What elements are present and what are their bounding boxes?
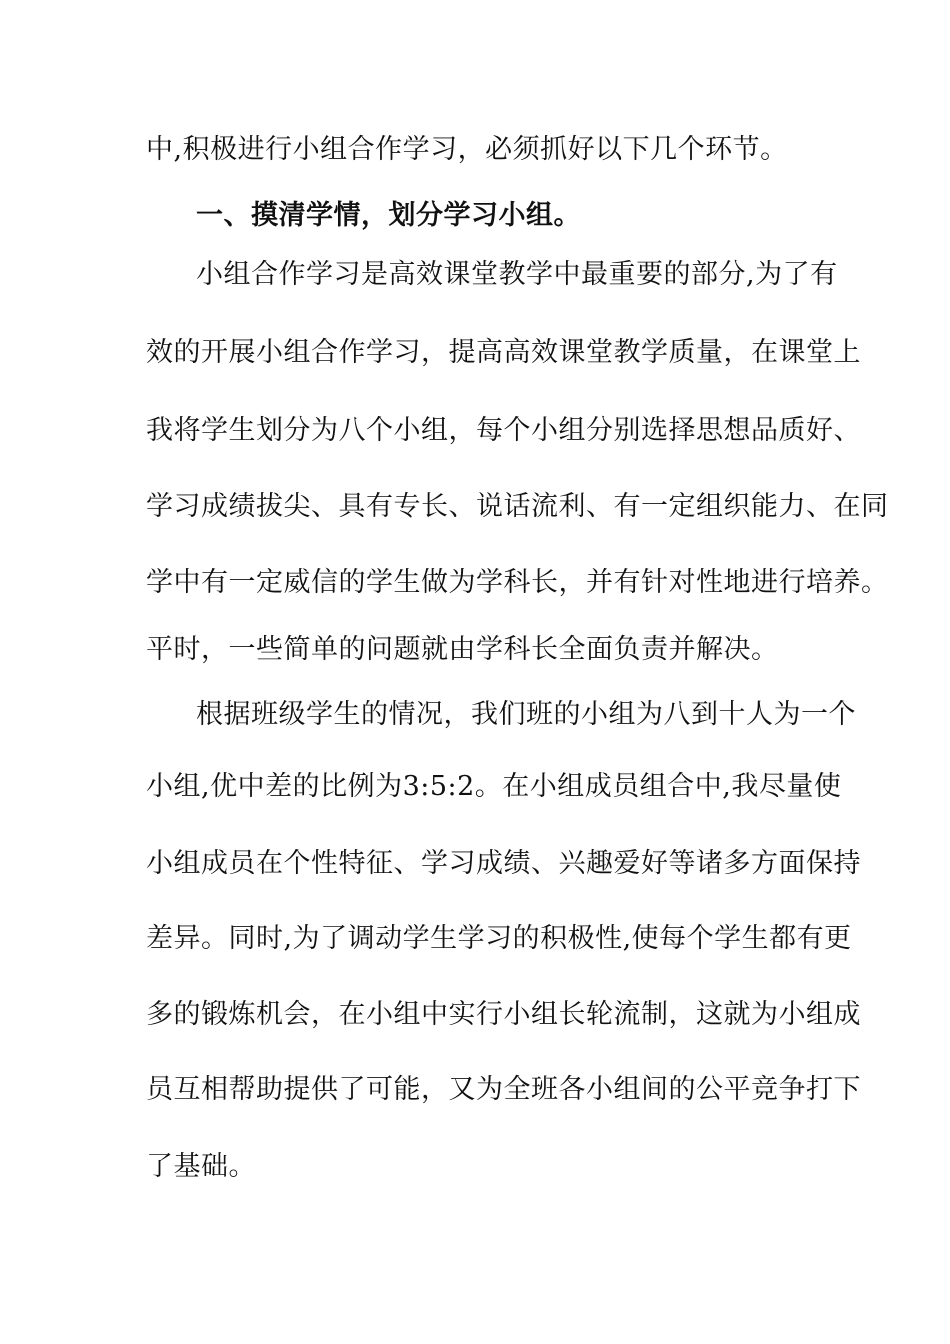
paragraph-line: 学中有一定威信的学生做为学科长，并有针对性地进行培养。 xyxy=(146,567,889,598)
paragraph-line: 学习成绩拔尖、具有专长、说话流利、有一定组织能力、在同 xyxy=(146,491,889,522)
paragraph-line: 小组合作学习是高效课堂教学中最重要的部分,为了有 xyxy=(196,259,838,290)
paragraph-line: 多的锻炼机会，在小组中实行小组长轮流制，这就为小组成 xyxy=(146,999,861,1030)
paragraph-line: 差异。同时,为了调动学生学习的积极性,使每个学生都有更 xyxy=(146,923,852,954)
paragraph-line: 小组成员在个性特征、学习成绩、兴趣爱好等诸多方面保持 xyxy=(146,848,861,879)
paragraph-line: 根据班级学生的情况，我们班的小组为八到十人为一个 xyxy=(196,699,856,730)
paragraph-line: 员互相帮助提供了可能，又为全班各小组间的公平竞争打下 xyxy=(146,1074,861,1105)
paragraph-line: 平时，一些简单的问题就由学科长全面负责并解决。 xyxy=(146,634,779,665)
paragraph-line: 小组,优中差的比例为3:5:2。在小组成员组合中,我尽量使 xyxy=(146,771,842,802)
paragraph-line: 效的开展小组合作学习，提高高效课堂教学质量，在课堂上 xyxy=(146,337,861,368)
paragraph-line: 我将学生划分为八个小组，每个小组分别选择思想品质好、 xyxy=(146,415,861,446)
paragraph-line: 了基础。 xyxy=(146,1151,256,1182)
section-heading: 一、摸清学情，划分学习小组。 xyxy=(196,200,581,231)
paragraph-line: 中,积极进行小组合作学习，必须抓好以下几个环节。 xyxy=(146,134,788,165)
